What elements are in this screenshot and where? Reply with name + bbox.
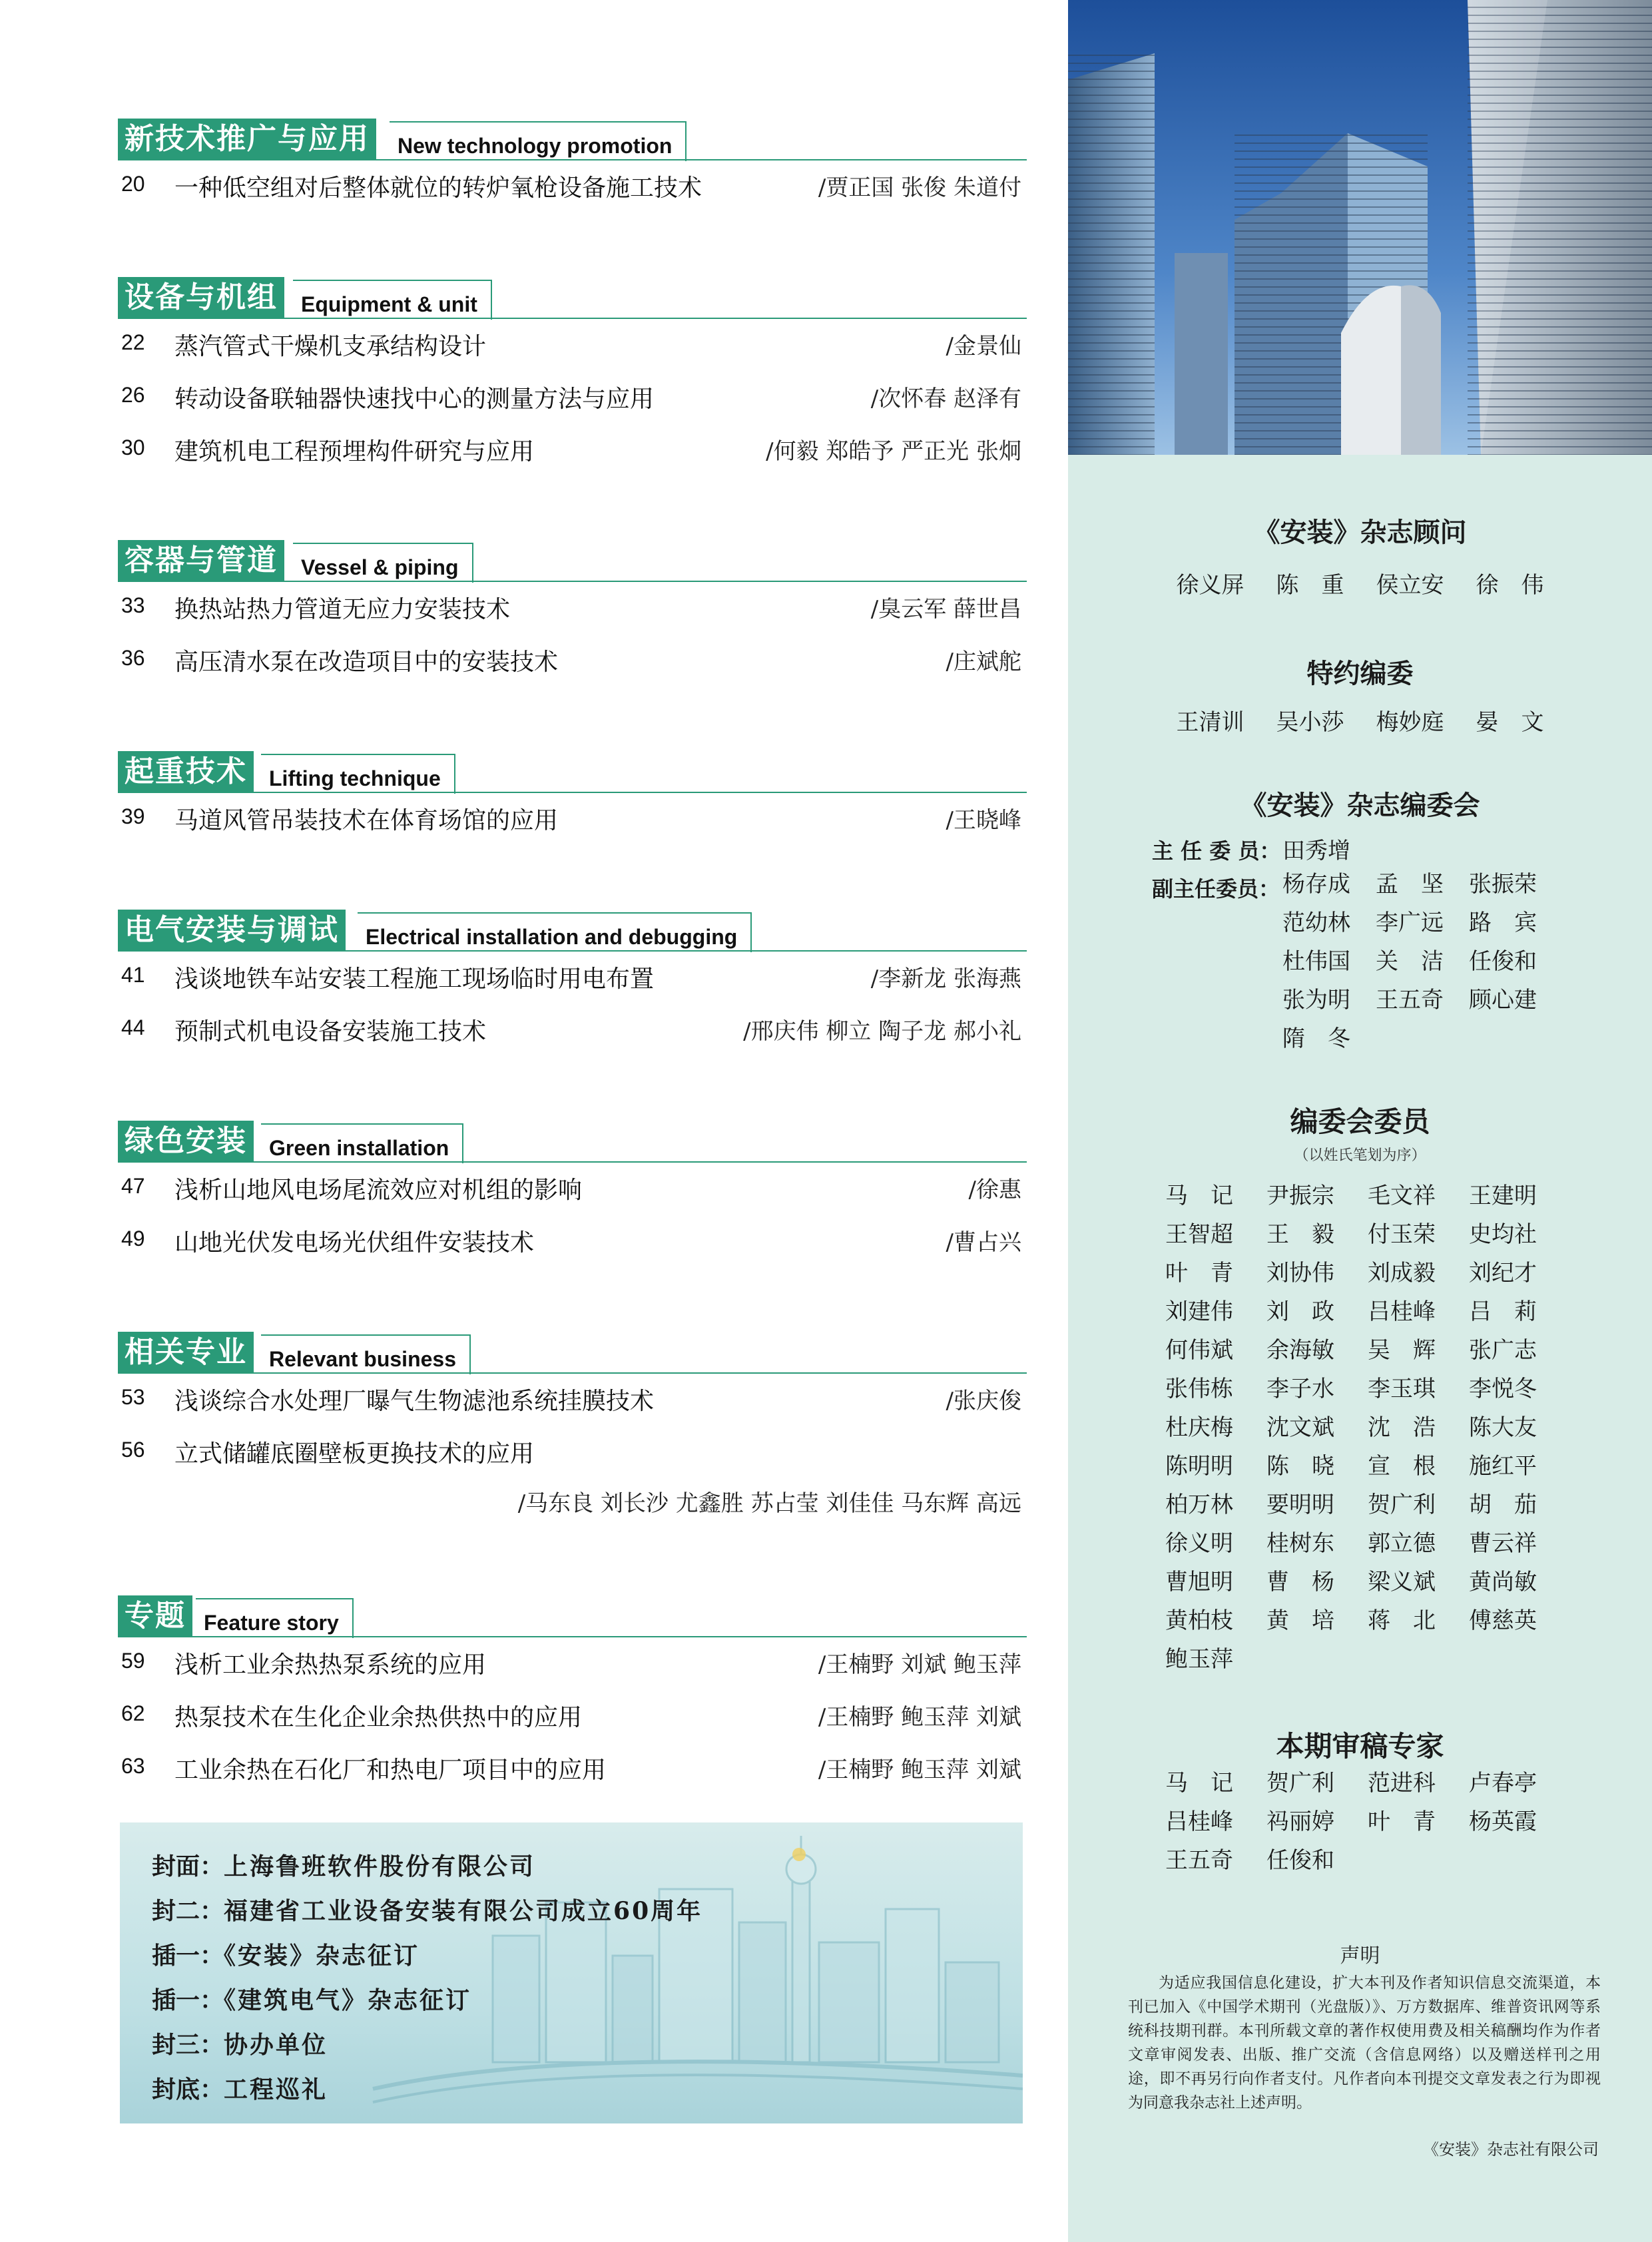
page-number: 44 xyxy=(121,1015,145,1039)
vice-director-name: 杨存成 xyxy=(1282,871,1350,898)
board-vice-grid xyxy=(1282,870,1562,1053)
member-name: 李子水 xyxy=(1266,1376,1334,1402)
section-title-en: Electrical installation and debugging xyxy=(358,912,752,952)
article-authors: /王晓峰 xyxy=(946,807,1021,834)
toc-section-equipment xyxy=(113,277,1027,476)
article-authors: /王楠野 鲍玉萍 刘斌 xyxy=(818,1757,1021,1783)
page-number: 59 xyxy=(121,1649,145,1673)
page-number: 53 xyxy=(121,1385,145,1409)
editorial-board-title: 《安装》杂志编委会 xyxy=(1240,790,1480,821)
advisor-name: 徐 伟 xyxy=(1476,572,1544,599)
page-number: 62 xyxy=(121,1701,145,1725)
table-of-contents xyxy=(113,0,1027,2242)
section-title-cn: 专题 xyxy=(118,1595,192,1637)
reviewer-name: 王五奇 xyxy=(1165,1847,1233,1874)
board-vice-label-row xyxy=(1152,872,1282,903)
credit-value: 《安装》杂志征订 xyxy=(224,1942,420,1970)
members-title-row xyxy=(1068,1100,1652,1165)
member-name: 何伟斌 xyxy=(1165,1337,1233,1364)
page-number: 36 xyxy=(121,646,145,670)
member-name: 桂树东 xyxy=(1266,1530,1334,1557)
member-name: 马 记 xyxy=(1165,1183,1233,1209)
section-header xyxy=(113,277,1027,318)
page-number: 39 xyxy=(121,804,145,828)
page-number: 33 xyxy=(121,593,145,617)
toc-entry[interactable] xyxy=(113,1742,1027,1795)
section-title-cn: 设备与机组 xyxy=(118,277,284,318)
members-note: （以姓氏笔划为序） xyxy=(1294,1147,1426,1164)
cover-credit-item xyxy=(152,1848,702,1892)
member-name: 吕桂峰 xyxy=(1368,1298,1436,1325)
section-title-en: Feature story xyxy=(196,1598,354,1638)
toc-section-lifting xyxy=(113,751,1027,845)
toc-entry[interactable] xyxy=(113,951,1027,1003)
article-authors: /贾正国 张俊 朱道付 xyxy=(818,174,1021,201)
reviewers-title-row xyxy=(1068,1725,1652,1765)
advisors-names xyxy=(1068,567,1652,599)
article-authors: /李新龙 张海燕 xyxy=(870,966,1021,992)
member-name: 黄柏枝 xyxy=(1165,1607,1233,1634)
article-authors: /马东良 刘长沙 尤鑫胜 苏占莹 刘佳佳 马东辉 高远 xyxy=(517,1490,1021,1517)
special-editors-title: 特约编委 xyxy=(1306,659,1414,689)
reviewer-name: 叶 青 xyxy=(1368,1809,1436,1835)
article-authors: /曹占兴 xyxy=(946,1229,1021,1256)
section-title-en: Vessel & piping xyxy=(293,543,473,583)
toc-entry[interactable] xyxy=(113,1689,1027,1742)
toc-section-green xyxy=(113,1121,1027,1267)
member-name: 宣 根 xyxy=(1368,1453,1436,1480)
member-name: 史均社 xyxy=(1469,1221,1537,1248)
member-name: 王建明 xyxy=(1469,1183,1537,1209)
reviewer-name: 马 记 xyxy=(1165,1770,1233,1797)
member-name: 沈 浩 xyxy=(1368,1414,1436,1441)
member-name: 李玉琪 xyxy=(1368,1376,1436,1402)
toc-entry[interactable] xyxy=(113,1162,1027,1215)
member-name: 施红平 xyxy=(1469,1453,1537,1480)
member-name: 张伟栋 xyxy=(1165,1376,1233,1402)
board-vice-label: 副主任委员： xyxy=(1152,876,1280,902)
article-title: 换热站热力管道无应力安装技术 xyxy=(174,596,511,623)
toc-entry[interactable] xyxy=(113,371,1027,423)
member-name: 柏万林 xyxy=(1165,1492,1233,1518)
credit-value: 工程巡礼 xyxy=(224,2076,328,2103)
section-header xyxy=(113,910,1027,951)
credit-label: 插一： xyxy=(152,1986,224,2014)
member-name: 曹旭明 xyxy=(1165,1569,1233,1595)
member-name: 王 毅 xyxy=(1266,1221,1334,1248)
toc-entry[interactable] xyxy=(113,1003,1027,1056)
credit-value: 《建筑电气》杂志征订 xyxy=(224,1986,472,2014)
article-title: 热泵技术在生化企业余热供热中的应用 xyxy=(174,1704,583,1731)
credit-value: 协办单位 xyxy=(224,2031,328,2059)
section-header xyxy=(113,119,1027,160)
credit-value: 福建省工业设备安装有限公司成立60周年 xyxy=(224,1897,703,1925)
cover-credit-item xyxy=(152,2071,702,2115)
board-director-row xyxy=(1152,832,1350,865)
editor-name: 王清训 xyxy=(1176,709,1244,736)
section-header xyxy=(113,1121,1027,1162)
member-name: 梁义斌 xyxy=(1368,1569,1436,1595)
declaration-signature: 《安装》杂志社有限公司 xyxy=(1423,2140,1599,2159)
member-name: 王智超 xyxy=(1165,1221,1233,1248)
member-name: 黄 培 xyxy=(1266,1607,1334,1634)
reviewers-title: 本期审稿专家 xyxy=(1276,1730,1444,1763)
toc-section-vessel-piping xyxy=(113,540,1027,687)
toc-entry[interactable] xyxy=(113,634,1027,687)
section-header xyxy=(113,540,1027,581)
cover-credits-list xyxy=(152,1848,702,2115)
member-name: 毛文祥 xyxy=(1368,1183,1436,1209)
cover-credit-item xyxy=(152,1982,702,2026)
credit-value: 上海鲁班软件股份有限公司 xyxy=(224,1852,536,1880)
cover-credits-box xyxy=(120,1822,1023,2123)
toc-entry-continuation[interactable] xyxy=(113,1478,1027,1531)
member-name: 贺广利 xyxy=(1368,1492,1436,1518)
article-title: 立式储罐底圈壁板更换技术的应用 xyxy=(174,1440,535,1468)
cover-credit-item xyxy=(152,1892,702,1937)
article-authors: /徐惠 xyxy=(968,1177,1021,1203)
editor-name: 晏 文 xyxy=(1476,709,1544,736)
advisors-block xyxy=(1068,511,1652,599)
member-name: 尹振宗 xyxy=(1266,1183,1334,1209)
article-title: 山地光伏发电场光伏组件安装技术 xyxy=(174,1229,535,1257)
section-title-cn: 容器与管道 xyxy=(118,540,284,581)
toc-entry[interactable] xyxy=(113,423,1027,476)
article-title: 浅析工业余热热泵系统的应用 xyxy=(174,1651,487,1679)
article-title: 浅谈地铁车站安装工程施工现场临时用电布置 xyxy=(174,966,655,993)
toc-entry[interactable] xyxy=(113,1373,1027,1426)
member-name: 曹云祥 xyxy=(1469,1530,1537,1557)
member-name: 刘建伟 xyxy=(1165,1298,1233,1325)
article-title: 建筑机电工程预埋构件研究与应用 xyxy=(174,438,535,465)
member-name: 徐义明 xyxy=(1165,1530,1233,1557)
member-name: 曹 杨 xyxy=(1266,1569,1334,1595)
reviewer-name: 吕桂峰 xyxy=(1165,1809,1233,1835)
member-name: 刘协伟 xyxy=(1266,1260,1334,1286)
reviewer-name: 卢春亭 xyxy=(1469,1770,1537,1797)
toc-entry[interactable] xyxy=(113,160,1027,212)
page-number: 49 xyxy=(121,1227,145,1251)
vice-director-name: 杜伟国 xyxy=(1282,948,1350,975)
member-name: 刘成毅 xyxy=(1368,1260,1436,1286)
article-authors: /王楠野 刘斌 鲍玉萍 xyxy=(818,1651,1021,1678)
member-name: 吴 辉 xyxy=(1368,1337,1436,1364)
vice-director-name: 张为明 xyxy=(1282,987,1350,1013)
credit-label: 插一： xyxy=(152,1942,224,1970)
member-name: 胡 茄 xyxy=(1469,1492,1537,1518)
reviewer-name: 范进科 xyxy=(1368,1770,1436,1797)
article-authors: /金景仙 xyxy=(946,333,1021,360)
advisor-name: 陈 重 xyxy=(1276,572,1344,599)
member-name: 刘 政 xyxy=(1266,1298,1334,1325)
page-number: 30 xyxy=(121,435,145,459)
page-number: 47 xyxy=(121,1174,145,1198)
member-name: 刘纪才 xyxy=(1469,1260,1537,1286)
member-name: 蒋 北 xyxy=(1368,1607,1436,1634)
section-title-en: Green installation xyxy=(261,1123,463,1163)
advisor-name: 徐义屏 xyxy=(1176,572,1244,599)
vice-director-name: 孟 坚 xyxy=(1376,871,1444,898)
special-editors-names xyxy=(1068,704,1652,736)
declaration-title: 声明 xyxy=(1340,1944,1380,1968)
special-editors-block xyxy=(1068,653,1652,736)
article-title: 高压清水泵在改造项目中的安装技术 xyxy=(174,649,559,676)
vice-director-name: 隋 冬 xyxy=(1282,1025,1350,1052)
editor-name: 吴小莎 xyxy=(1276,709,1344,736)
section-title-cn: 电气安装与调试 xyxy=(118,910,346,951)
cover-credit-item xyxy=(152,1937,702,1982)
article-authors: /何毅 郑皓予 严正光 张炯 xyxy=(766,438,1021,465)
page-number: 22 xyxy=(121,330,145,354)
editor-name: 梅妙庭 xyxy=(1376,709,1444,736)
credit-label: 封二： xyxy=(152,1897,224,1925)
reviewer-name: 任俊和 xyxy=(1266,1847,1334,1874)
reviewers-grid xyxy=(1165,1769,1570,1875)
article-title: 一种低空组对后整体就位的转炉氧枪设备施工技术 xyxy=(174,174,702,202)
toc-entry[interactable] xyxy=(113,792,1027,845)
page-number: 56 xyxy=(121,1438,145,1462)
member-name: 郭立德 xyxy=(1368,1530,1436,1557)
masthead-panel xyxy=(1068,0,1652,2242)
credit-label: 封面： xyxy=(152,1852,224,1880)
toc-entry[interactable] xyxy=(113,318,1027,371)
page-number: 20 xyxy=(121,172,145,196)
article-title: 工业余热在石化厂和热电厂项目中的应用 xyxy=(174,1757,607,1784)
member-name: 要明明 xyxy=(1266,1492,1334,1518)
article-authors: /次怀春 赵泽有 xyxy=(870,386,1021,412)
article-title: 预制式机电设备安装施工技术 xyxy=(174,1018,487,1045)
member-name: 叶 青 xyxy=(1165,1260,1233,1286)
vice-director-name: 王五奇 xyxy=(1376,987,1444,1013)
article-authors: /张庆俊 xyxy=(946,1388,1021,1414)
members-grid xyxy=(1165,1181,1570,1674)
member-name: 沈文斌 xyxy=(1266,1414,1334,1441)
credit-label: 封三： xyxy=(152,2031,224,2059)
article-title: 马道风管吊装技术在体育场馆的应用 xyxy=(174,807,559,834)
toc-section-electrical xyxy=(113,910,1027,1056)
vice-director-name: 顾心建 xyxy=(1469,987,1537,1013)
advisor-name: 侯立安 xyxy=(1376,572,1444,599)
toc-section-feature xyxy=(113,1595,1027,1795)
toc-entry[interactable] xyxy=(113,1426,1027,1478)
board-director-label: 主 任 委 员： xyxy=(1152,838,1281,864)
reviewer-name: 贺广利 xyxy=(1266,1770,1334,1797)
editorial-board-title-row xyxy=(1068,784,1652,822)
member-name: 陈大友 xyxy=(1469,1414,1537,1441)
member-name: 杜庆梅 xyxy=(1165,1414,1233,1441)
reviewer-name: 杨英霞 xyxy=(1469,1809,1537,1835)
article-authors: /邢庆伟 柳立 陶子龙 郝小礼 xyxy=(743,1018,1021,1045)
article-title: 蒸汽管式干燥机支承结构设计 xyxy=(174,333,487,360)
section-title-cn: 绿色安装 xyxy=(118,1121,254,1162)
member-name: 李悦冬 xyxy=(1469,1376,1537,1402)
vice-director-name: 任俊和 xyxy=(1469,948,1537,975)
cover-credit-item xyxy=(152,2026,702,2071)
page-number: 63 xyxy=(121,1754,145,1778)
toc-section-new-technology xyxy=(113,119,1027,212)
section-title-en: Equipment & unit xyxy=(293,280,492,320)
article-authors: /王楠野 鲍玉萍 刘斌 xyxy=(818,1704,1021,1731)
member-name: 付玉荣 xyxy=(1368,1221,1436,1248)
vice-director-name: 范幼林 xyxy=(1282,910,1350,936)
toc-entry[interactable] xyxy=(113,581,1027,634)
member-name: 陈明明 xyxy=(1165,1453,1233,1480)
section-header xyxy=(113,751,1027,792)
section-title-cn: 新技术推广与应用 xyxy=(118,119,376,160)
vice-director-name: 关 洁 xyxy=(1376,948,1444,975)
vice-director-name: 李广远 xyxy=(1376,910,1444,936)
skyscraper-photo xyxy=(1068,0,1652,455)
article-title: 转动设备联轴器快速找中心的测量方法与应用 xyxy=(174,386,655,413)
credit-label: 封底： xyxy=(152,2076,224,2103)
board-director-name: 田秀增 xyxy=(1282,838,1350,864)
member-name: 余海敏 xyxy=(1266,1337,1334,1364)
section-title-en: New technology promotion xyxy=(390,121,687,161)
member-name: 鲍玉萍 xyxy=(1165,1646,1233,1673)
section-title-cn: 起重技术 xyxy=(118,751,254,792)
toc-entry[interactable] xyxy=(113,1215,1027,1267)
toc-section-relevant xyxy=(113,1332,1027,1531)
section-header xyxy=(113,1595,1027,1637)
member-name: 陈 晓 xyxy=(1266,1453,1334,1480)
page-number: 26 xyxy=(121,383,145,407)
member-name: 黄尚敏 xyxy=(1469,1569,1537,1595)
member-name: 张广志 xyxy=(1469,1337,1537,1364)
section-title-cn: 相关专业 xyxy=(118,1332,254,1373)
article-title: 浅析山地风电场尾流效应对机组的影响 xyxy=(174,1177,583,1204)
member-name: 吕 莉 xyxy=(1469,1298,1537,1325)
members-title: 编委会委员 xyxy=(1290,1105,1430,1138)
reviewer-name: 祃丽婷 xyxy=(1266,1809,1334,1835)
section-title-en: Lifting technique xyxy=(261,754,455,794)
vice-director-name: 张振荣 xyxy=(1469,871,1537,898)
declaration-text: 为适应我国信息化建设，扩大本刊及作者知识信息交流渠道，本刊已加入《中国学术期刊（光盘版）》、万方数据库、维普资讯网等系统科技期刊群。本刊所载文章的著作权使用费及相关稿酬均作为作者文章审阅发表、出版、推广交流（含信息网络）以及赠送样刊之用途，即不再另行向作者支付。凡作者向本刊提交文章发表之行为即视为同意我杂志社上述声明。 xyxy=(1128,1974,1601,2111)
vice-director-name: 路 宾 xyxy=(1469,910,1537,936)
section-header xyxy=(113,1332,1027,1373)
article-authors: /臭云军 薛世昌 xyxy=(870,596,1021,623)
article-title: 浅谈综合水处理厂曝气生物滤池系统挂膜技术 xyxy=(174,1388,655,1415)
article-authors: /庄斌舵 xyxy=(946,649,1021,675)
section-title-en: Relevant business xyxy=(261,1334,471,1374)
member-name: 傅慈英 xyxy=(1469,1607,1537,1634)
toc-entry[interactable] xyxy=(113,1637,1027,1689)
page-number: 41 xyxy=(121,963,145,987)
advisors-title: 《安装》杂志顾问 xyxy=(1253,517,1467,548)
